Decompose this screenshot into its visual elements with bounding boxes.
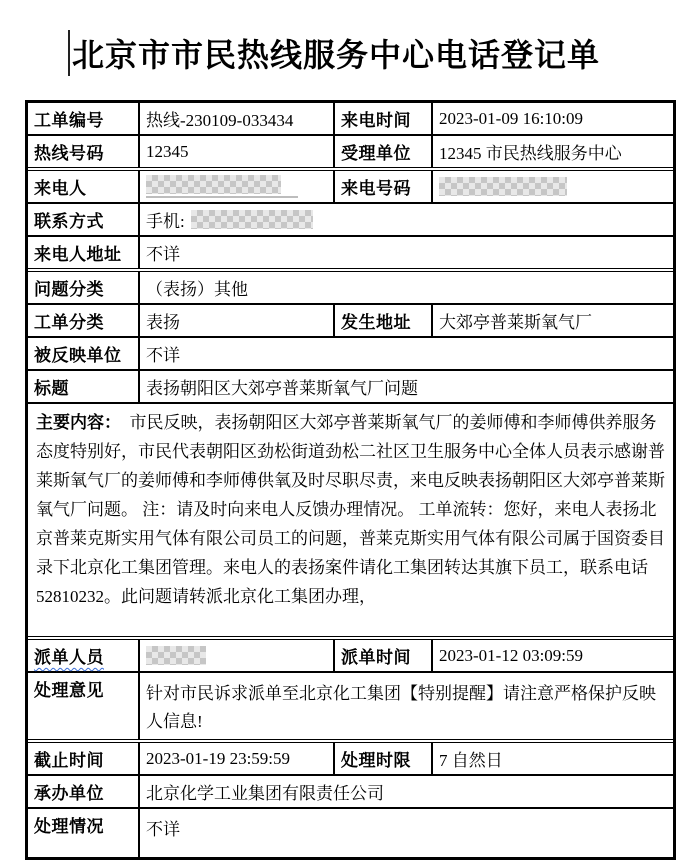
handler-org-label: 承办单位: [34, 784, 104, 803]
problem-category-value: （表扬）其他: [138, 272, 673, 303]
order-no-label: 工单编号: [34, 111, 104, 130]
table-row-main-content: [28, 402, 673, 636]
redacted-caller-number: [439, 177, 567, 196]
page-title: 北京市市民热线服务中心电话登记单: [72, 37, 601, 73]
deadline-label: 截止时间: [34, 751, 104, 770]
order-category-value: 表扬: [138, 305, 333, 336]
redaction-underline: [146, 196, 298, 198]
hotline-label: 热线号码: [34, 144, 104, 163]
table-row-handle-state: [28, 807, 673, 857]
contact-prefix: 手机:: [146, 212, 185, 231]
table-row-contact: [28, 202, 673, 235]
caller-value-cell: [138, 171, 333, 202]
document-header: [68, 30, 600, 76]
table-row-deadline: [28, 739, 673, 774]
text-cursor: [68, 30, 70, 76]
table-row-order-category: [28, 303, 673, 336]
opinion-value: [138, 673, 673, 739]
opinion-label: 处理意见: [34, 681, 104, 700]
redacted-dispatcher-name: [146, 646, 206, 665]
order-category-label: 工单分类: [34, 313, 104, 332]
time-limit-label: 处理时限: [333, 743, 431, 774]
dispatch-time-value: 2023-01-12 03:09:59: [431, 640, 673, 671]
table-row-subject: [28, 369, 673, 402]
reported-org-value: 不详: [138, 338, 673, 369]
table-row-order-no: [28, 103, 673, 134]
contact-value-cell: [138, 204, 673, 235]
incident-address-value: 大郊亭普莱斯氧气厂: [431, 305, 673, 336]
handle-state-text: 不详: [146, 820, 180, 839]
caller-number-cell: [431, 171, 673, 202]
deadline-value: 2023-01-19 23:59:59: [138, 743, 333, 774]
handle-state-label: 处理情况: [34, 817, 104, 836]
table-row-reported-org: [28, 336, 673, 369]
registration-form-table: [25, 100, 676, 860]
hotline-value: 12345: [138, 136, 333, 167]
caller-number-label: 来电号码: [333, 171, 431, 202]
main-content-label: 主要内容：: [36, 413, 113, 432]
table-row-handler-org: [28, 774, 673, 807]
table-row-dispatcher: [28, 636, 673, 671]
caller-address-label: 来电人地址: [34, 245, 122, 264]
dispatch-time-label: 派单时间: [333, 640, 431, 671]
problem-category-label: 问题分类: [34, 280, 104, 299]
main-content-cell: [28, 404, 673, 636]
time-limit-value: 7 自然日: [431, 743, 673, 774]
call-time-value: 2023-01-09 16:10:09: [431, 103, 673, 134]
caller-address-value: 不详: [138, 237, 673, 268]
subject-value: 表扬朝阳区大郊亭普莱斯氧气厂问题: [138, 371, 673, 402]
accept-unit-value: 12345 市民热线服务中心: [431, 136, 673, 167]
handler-org-value: 北京化学工业集团有限责任公司: [138, 776, 673, 807]
reported-org-label: 被反映单位: [34, 346, 122, 365]
handle-state-value: [138, 809, 673, 857]
contact-label: 联系方式: [34, 212, 104, 231]
main-content-text: 市民反映，表扬朝阳区大郊亭普莱斯氧气厂的姜师傅和李师傅供养服务态度特别好，市民代表朝阳区劲松街道劲松二社区卫生服务中心全体人员表示感谢普莱斯氧气厂的姜师傅和李师傅供氧及时尽职尽责，来电反映表扬朝阳区大郊亭普莱斯氧气厂问题。 注：请及时向来电人反馈办理情况。 工单流转：您好，来电人表扬北京普莱克斯实用气体有限公司员工的问题，普莱克斯实用气体有限公司属于国资委目录下北京化工集团管理。来电人的表扬案件请化工集团转达其旗下员工，联系电话 52810232。此问题请转派北京化工集团办理，: [36, 413, 665, 606]
table-row-caller: [28, 167, 673, 202]
redacted-caller-name: [146, 175, 281, 194]
table-row-problem-category: [28, 268, 673, 303]
dispatcher-value-cell: [138, 640, 333, 671]
incident-address-label: 发生地址: [333, 305, 431, 336]
table-row-hotline: [28, 134, 673, 167]
opinion-text: 针对市民诉求派单至北京化工集团【特别提醒】请注意严格保护反映人信息!: [146, 684, 656, 731]
order-no-value: 热线-230109-033434: [138, 103, 333, 134]
accept-unit-label: 受理单位: [333, 136, 431, 167]
call-time-label: 来电时间: [333, 103, 431, 134]
table-row-caller-address: [28, 235, 673, 268]
redacted-phone-number: [191, 210, 313, 229]
dispatcher-label: 派单人员: [34, 648, 104, 667]
table-row-opinion: [28, 671, 673, 739]
caller-label: 来电人: [34, 179, 87, 198]
subject-label: 标题: [34, 379, 69, 398]
dispatcher-label-cell: [28, 640, 138, 671]
